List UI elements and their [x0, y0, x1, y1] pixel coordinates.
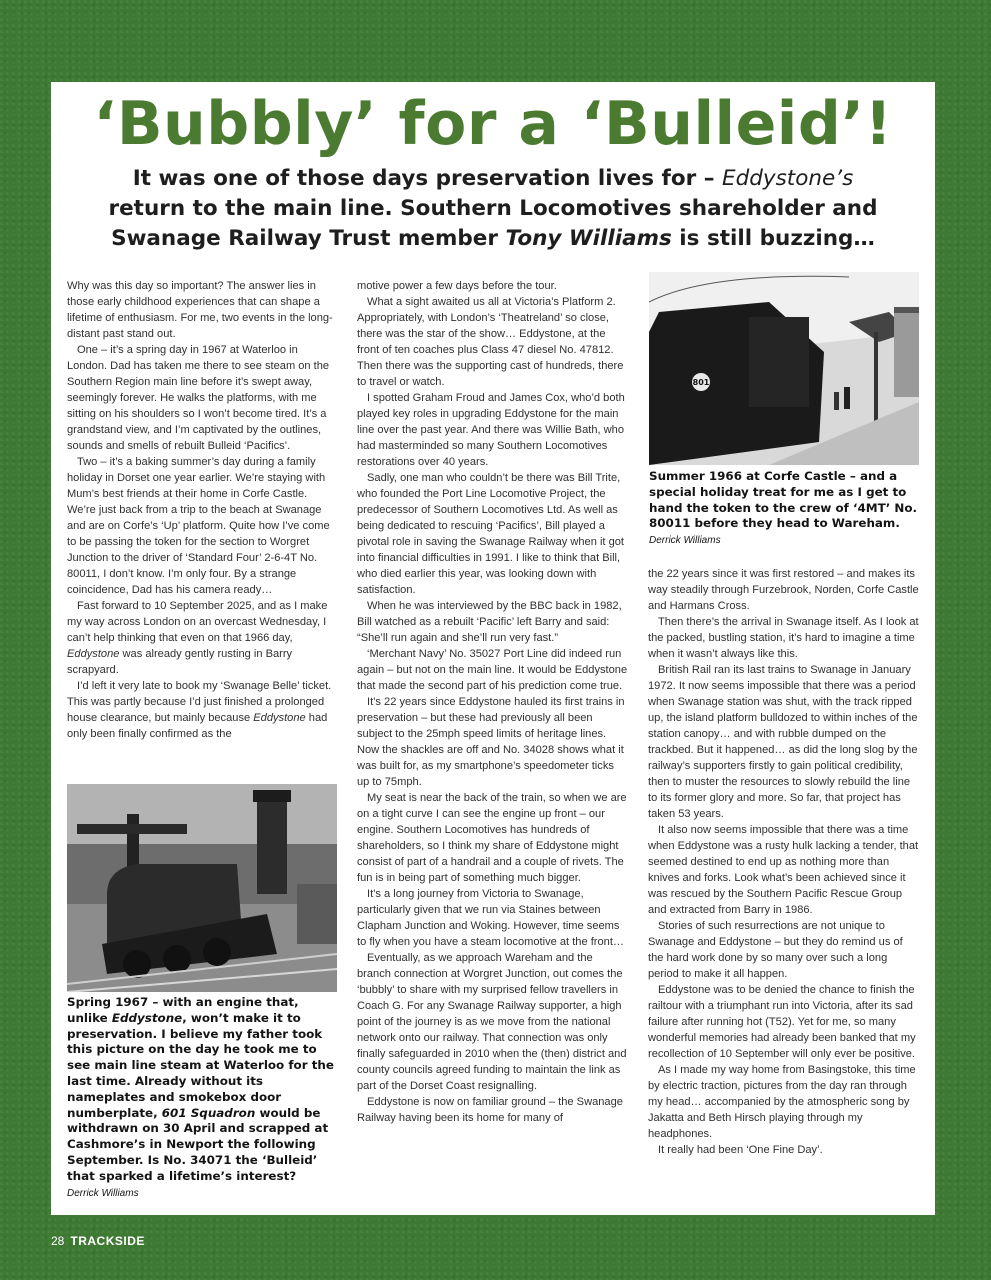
paragraph: the 22 years since it was first restored – and makes its way steadily through Furzebrook, Norden, Corfe Castle and Harmans Cross. [648, 568, 919, 612]
caption-text: 601 Squadron [161, 1105, 256, 1120]
photo-waterloo-image [67, 784, 337, 992]
photo-corfe-1966 [649, 272, 919, 465]
paragraph: motive power a few days before the tour. [357, 280, 557, 292]
loco-number-plate: 801 [692, 378, 710, 387]
paragraph: As I made my way home from Basingstoke, this time by electric traction, pictures from the day ran through my head… accompanied by the atmospheric song by Jakatta and Beth Hirsch playing through my headphones. [648, 1064, 916, 1140]
standfirst-eddystone: Eddystone’s [722, 166, 854, 191]
paragraph: Eventually, as we approach Wareham and the branch connection at Worgret Junction, out comes the ‘bubbly’ to share with my surprised fellow travellers in Coach G. For any Swanage Railway supporter, a high point of the journey is as we move from the national network onto our railway. That connection was only finally safeguarded in 2010 when the (then) district and county councils agreed funding to maintain the link as part of the Dorset Coast resignalling. [357, 952, 627, 1092]
photo-corfe-image [649, 272, 919, 465]
paragraph: Eddystone is now on familiar ground – the Swanage Railway having been its home for many of [357, 1096, 623, 1124]
paragraph: It also now seems impossible that there was a time when Eddystone was a rusty hulk lacking a tender, that seemed destined to end up as nothing more than knives and forks. Look what’s been achieved since it was rescued by the Southern Pacific Rescue Group and extracted from Barry in 1986. [648, 824, 919, 916]
text-run: Eddystone [67, 648, 120, 660]
paragraph [67, 678, 339, 742]
paragraph: My seat is near the back of the train, so when we are on a tight curve I can see the engine up front – our engine. Southern Locomotives has hundreds of shareholders, so I think my share of Eddystone might consist of part of a handrail and a couple of rivets. The fun is in being part of something much bigger. [357, 792, 627, 884]
text-run: Eddystone [253, 712, 306, 724]
paragraph: It’s a long journey from Victoria to Swanage, particularly given that we run via Staines between Clapham Junction and Woking. However, time seems to fly when you have a steam locomotive at the front… [357, 888, 625, 948]
text-run: I’d left it very late to book my ‘Swanage Belle’ ticket. This was partly because I’d just finished a prolonged house clearance, but mainly because [67, 680, 332, 724]
caption-text: would be withdrawn on 30 April and scrapped at Cashmore’s in Newport the following September. Is No. 34071 the ‘Bulleid’ that sparked a lifetime’s interest? [67, 1105, 329, 1183]
caption-text: Spring 1967 – with an engine that, unlike [67, 995, 299, 1025]
standfirst-part1: It was one of those days preservation lives for – [132, 166, 722, 191]
text-run: had only been finally confirmed as the [67, 712, 328, 740]
paragraph [67, 598, 339, 678]
paragraph: Stories of such resurrections are not unique to Swanage and Eddystone – but they do remind us of the hard work done by so many over such a long period to make it all happen. [648, 920, 903, 980]
page-footer [51, 1234, 145, 1248]
caption-text: , won’t make it to preservation. I believe my father took this picture on the day he took me to see main line steam at Waterloo for the last time. Already without its nameplates and smokebox door numberplate, [67, 1010, 334, 1120]
paragraph: Eddystone was to be denied the chance to finish the railtour with a triumphant run into Victoria, after its sad failure after running hot (T52). Yet for me, so many wonderful memories had already been banked that my recollection of 10 September will only ever be positive. [648, 984, 916, 1060]
caption-text: Eddystone [111, 1010, 183, 1025]
paragraph: Why was this day so important? The answer lies in those early childhood experiences that can shape a lifetime of enthusiasm. For me, two events in the long-distant past stand out. [67, 280, 333, 340]
paragraph: Then there’s the arrival in Swanage itself. As I look at the packed, bustling station, it’s hard to imagine a time when it wasn’t always like this. [648, 616, 919, 660]
paragraph: I spotted Graham Froud and James Cox, who’d both played key roles in upgrading Eddystone for the main line over the past year. And there was Willie Bath, who had masterminded so many Southern Locomotives restorations over 40 years. [357, 392, 625, 468]
paragraph: What a sight awaited us all at Victoria’s Platform 2. Appropriately, with London’s ‘Theatreland’ so close, there was the star of the show… Eddystone, at the front of ten coaches plus Class 47 diesel No. 47812. Then there was the supporting cast of hundreds, there to travel or watch. [357, 296, 624, 388]
paragraph: It really had been ‘One Fine Day’. [658, 1144, 823, 1156]
column-2 [357, 278, 629, 1126]
article-page [51, 82, 935, 1215]
paragraph: ‘Merchant Navy’ No. 35027 Port Line did indeed run again – but not on the main line. It would be Eddystone that made the second part of his prediction come true. [357, 648, 628, 692]
column-3 [648, 566, 920, 1158]
paragraph: British Rail ran its last trains to Swanage in January 1972. It now seems impossible that there was a period when Swanage station was shut, with the track ripped up, the island platform bulldozed to within inches of the station canopy… and with rubble dumped on the trackbed. But it happened… as did the long slog by the railway’s supporters firstly to gain political credibility, then to muster the resources to slowly rebuild the line to its former glory and more. So far, that project has taken 53 years. [648, 664, 918, 820]
photo-credit: Derrick Williams [649, 535, 721, 547]
text-run: Fast forward to 10 September 2025, and as I make my way across London on an overcast Wednesday, I can’t help thinking that even on that 1966 day, [67, 600, 328, 644]
photo-waterloo-1967 [67, 784, 337, 992]
standfirst-part3: is still buzzing… [671, 226, 875, 251]
caption-text: Summer 1966 at Corfe Castle – and a special holiday treat for me as I get to hand the token to the crew of ‘4MT’ No. 80011 before they head to Wareham. [649, 469, 918, 531]
paragraph: One – it’s a spring day in 1967 at Waterloo in London. Dad has taken me there to see steam on the Southern Region main line before it’s swept away, seemingly forever. He walks the platforms, with me sitting on his shoulders so I won’t become tired. It’s a grandstand view, and I’m captivated by the outlines, sounds and smells of rebuilt Bulleid ‘Pacifics’. [67, 344, 330, 452]
standfirst-part2: return to the main line. Southern Locomotives shareholder and Swanage Railway Trust member [108, 196, 878, 251]
paragraph: When he was interviewed by the BBC back in 1982, Bill watched as a rebuilt ‘Pacific’ left Barry and said: “She’ll run again and she’ll run very fast.” [357, 600, 622, 644]
headline: ‘Bubbly’ for a ‘Bulleid’! [93, 89, 893, 159]
paragraph: Two – it’s a baking summer’s day during a family holiday in Dorset one year earlier. We’re staying with Mum’s best friends at their home in Corfe Castle. We’re just back from a trip to the beach at Swanage and are on Corfe’s ‘Up’ platform. Quite how I’ve come to be passing the token for the section to Worgret Junction to the driver of ‘Standard Four’ 2-6-4T No. 80011, I don’t know. I’m only four. By a strange coincidence, Dad has his camera ready… [67, 456, 330, 596]
text-run: was already gently rusting in Barry scrapyard. [67, 648, 293, 676]
magazine-name: TRACKSIDE [70, 1234, 145, 1248]
caption-corfe [649, 469, 925, 549]
standfirst-author: Tony Williams [505, 226, 672, 251]
caption-waterloo [67, 995, 343, 1201]
column-1 [67, 278, 339, 742]
page-number: 28 [51, 1234, 65, 1248]
standfirst [91, 164, 895, 254]
paragraph: Sadly, one man who couldn’t be there was Bill Trite, who founded the Port Line Locomotive Project, the predecessor of Southern Locomotives Ltd. As well as being dedicated to rescuing ‘Pacifics’, Bill played a pivotal role in saving the Swanage Railway when it got into financial difficulties in 1991. I like to think that Bill, who died earlier this year, was looking down with satisfaction. [357, 472, 625, 596]
photo-credit: Derrick Williams [67, 1187, 139, 1199]
paragraph: It’s 22 years since Eddystone hauled its first trains in preservation – but these had previously all been subject to the 25mph speed limits of heritage lines. Now the shackles are off and No. 34028 shows what it was built for, as my smartphone’s speedometer ticks up to 75mph. [357, 696, 625, 788]
